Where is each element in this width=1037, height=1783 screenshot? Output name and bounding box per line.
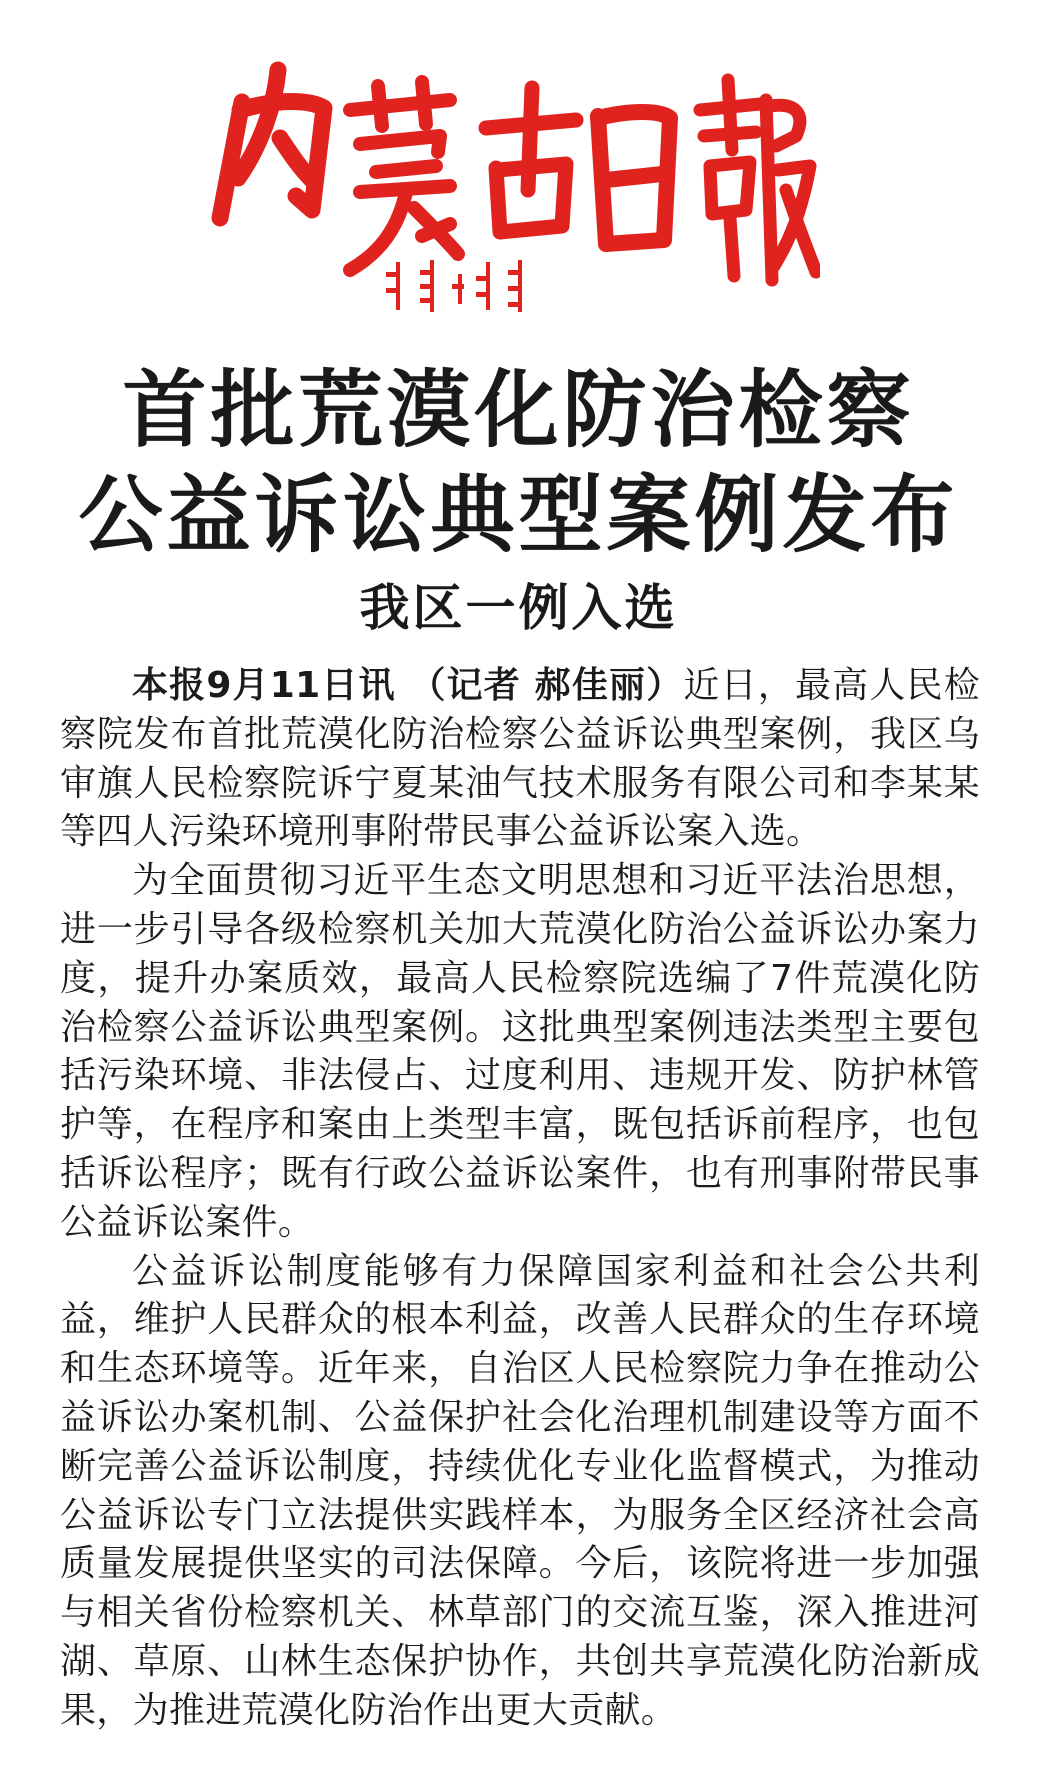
article-paragraph-3: 公益诉讼制度能够有力保障国家利益和社会公共利益，维护人民群众的根本利益，改善人民群众的生存环境和生态环境等。近年来，自治区人民检察院力争在推动公益诉讼办案机制、公益保护社会化治理机制建设等方面不断完善公益诉讼制度，持续优化专业化监督模式，为推动公益诉讼专门立法提供实践样本，为服务全区经济社会高质量发展提供坚实的司法保障。今后，该院将进一步加强与相关省份检察机关、林草部门的交流互鉴，深入推进河湖、草原、山林生态保护协作，共创共享荒漠化防治新成果，为推进荒漠化防治作出更大贡献。 — [60, 1250, 980, 1731]
paragraph-1-text: 近日，最高人民检察院发布首批荒漠化防治检察公益诉讼典型案例，我区乌审旗人民检察院诉宁夏某油气技术服务有限公司和李某某等四人污染环境刑事附带民事公益诉讼案入选。 — [60, 665, 980, 853]
dateline: 本报9月11日讯 （记者 郝佳丽） — [132, 665, 684, 706]
headline-line-1: 首批荒漠化防治检察 — [122, 361, 915, 459]
masthead-calligraphy — [200, 40, 820, 330]
masthead-logo — [200, 40, 820, 330]
mongolian-script-line — [386, 260, 522, 312]
article-body — [60, 662, 980, 1736]
article-paragraph-2: 为全面贯彻习近平生态文明思想和习近平法治思想，进一步引导各级检察机关加大荒漠化防治公益诉讼办案力度，提升办案质效，最高人民检察院选编了7件荒漠化防治检察公益诉讼典型案例。这批典型案例违法类型主要包括污染环境、非法侵占、过度利用、违规开发、防护林管护等，在程序和案由上类型丰富，既包括诉前程序，也包括诉讼程序；既有行政公益诉讼案件，也有刑事附带民事公益诉讼案件。 — [60, 860, 980, 1243]
subheadline: 我区一例入选 — [359, 578, 678, 637]
headline-line-2: 公益诉讼典型案例发布 — [78, 466, 959, 564]
article-paragraph-1 — [60, 662, 980, 857]
